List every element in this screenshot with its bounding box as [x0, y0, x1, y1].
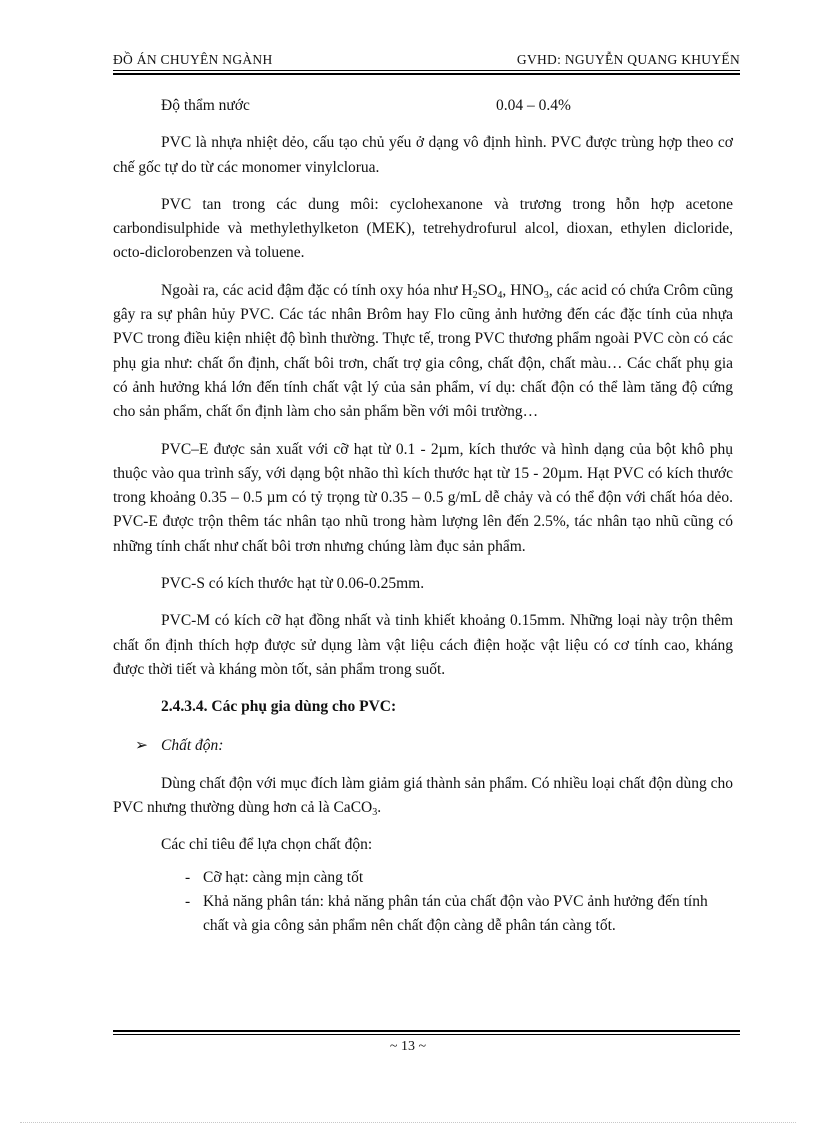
header-rule-thin [113, 70, 740, 71]
paragraph-1: PVC là nhựa nhiệt dẻo, cấu tạo chủ yếu ở dạng vô định hình. PVC được trùng hợp theo cơ chế gốc tự do từ các monomer vinylclorua. [113, 134, 733, 176]
header-rule-thick [113, 73, 740, 75]
paragraph-2: PVC tan trong các dung môi: cyclohexanone và trương trong hỗn hợp acetone carbondisulphide và methylethylketon (MEK), tetrehydrofurul alcol, dioxan, ethylen dicloride, octo-diclorobenzen và toluene. [113, 195, 733, 262]
paragraph-7: Dùng chất độn với mục đích làm giảm giá thành sản phẩm. Có nhiều loại chất độn dùng cho PVC nhưng thường dùng hơn cả là CaCO$_3$. [113, 774, 733, 819]
arrow-bullet-icon: ➢ [135, 736, 148, 754]
property-value: 0.04 – 0.4% [496, 97, 571, 114]
paragraph-5: PVC-S có kích thước hạt từ 0.06-0.25mm. [161, 575, 425, 593]
paragraph-8: Các chỉ tiêu để lựa chọn chất độn: [161, 836, 373, 854]
bullet-heading [113, 734, 733, 758]
paragraph-6: PVC-M có kích cỡ hạt đồng nhất và tinh khiết khoảng 0.15mm. Những loại này trộn thêm chất ổn định thích hợp được sử dụng làm vật liệu cách điện hoặc vật liệu có cơ tính cao, kháng được thời tiết và kháng mòn tốt, sản phẩm trong suốt. [113, 612, 733, 678]
bullet-title: Chất độn: [161, 736, 224, 754]
property-row [113, 94, 733, 118]
page-number: ~ 13 ~ [389, 1039, 427, 1054]
list-item: - Khả năng phân tán: khả năng phân tán của chất độn vào PVC ảnh hưởng đến tính chất và gia công sản phẩm nên chất độn càng dễ phân tán càng tốt. [185, 893, 708, 935]
footer-rule-thick [113, 1030, 740, 1032]
page-body [113, 94, 733, 939]
paragraph-4: PVC–E được sản xuất với cỡ hạt từ 0.1 - 2µm, kích thước và hình dạng của bột khô phụ thuộc vào qua trình sấy, với dạng bột nhão thì kích thước hạt từ 15 - 20µm. Hạt PVC có kích thước trong khoảng 0.35 – 0.5 µm có tỷ trọng từ 0.35 – 0.5 g/mL dễ chảy và có thể độn với chất hóa dẻo. PVC-E được trộn thêm tác nhân tạo nhũ trong hàm lượng lên đến 2.5%, tác nhân tạo nhũ cũng có những tính chất như chất bôi trơn nhưng chúng làm đục sản phẩm. [113, 440, 733, 555]
header-right-advisor: GVHD: NGUYỄN QUANG KHUYẾN [516, 52, 740, 67]
paragraph-3: Ngoài ra, các acid đậm đặc có tính oxy hóa như $H_2SO_4$, $HNO_3$, các acid có chứa Crôm cũng gây ra sự phân hủy PVC. Các tác nhân Brôm hay Flo cũng ảnh hưởng đến các đặc tính của nhựa PVC trong điều kiện nhiệt độ bình thường. Thực tế, trong PVC thương phẩm ngoài PVC còn có các phụ gia như: chất ổn định, chất bôi trơn, chất trợ gia công, chất độn, chất màu… Các chất phụ gia có ảnh hưởng khá lớn đến tính chất vật lý của sản phẩm, ví dụ: chất độn có thể làm tăng độ cứng cho sản phẩm, chất ổn định làm cho sản phẩm bền với môi trường… [113, 281, 733, 421]
page-header [113, 52, 740, 72]
header-left-title: ĐỒ ÁN CHUYÊN NGÀNH [113, 52, 273, 67]
footer-rule-thin [113, 1034, 740, 1035]
property-label: Độ thẩm nước [161, 97, 250, 114]
section-heading: 2.4.3.4. Các phụ gia dùng cho PVC: [161, 698, 397, 716]
list-item: - Cỡ hạt: càng mịn càng tốt [185, 868, 364, 886]
criteria-list [113, 866, 733, 939]
